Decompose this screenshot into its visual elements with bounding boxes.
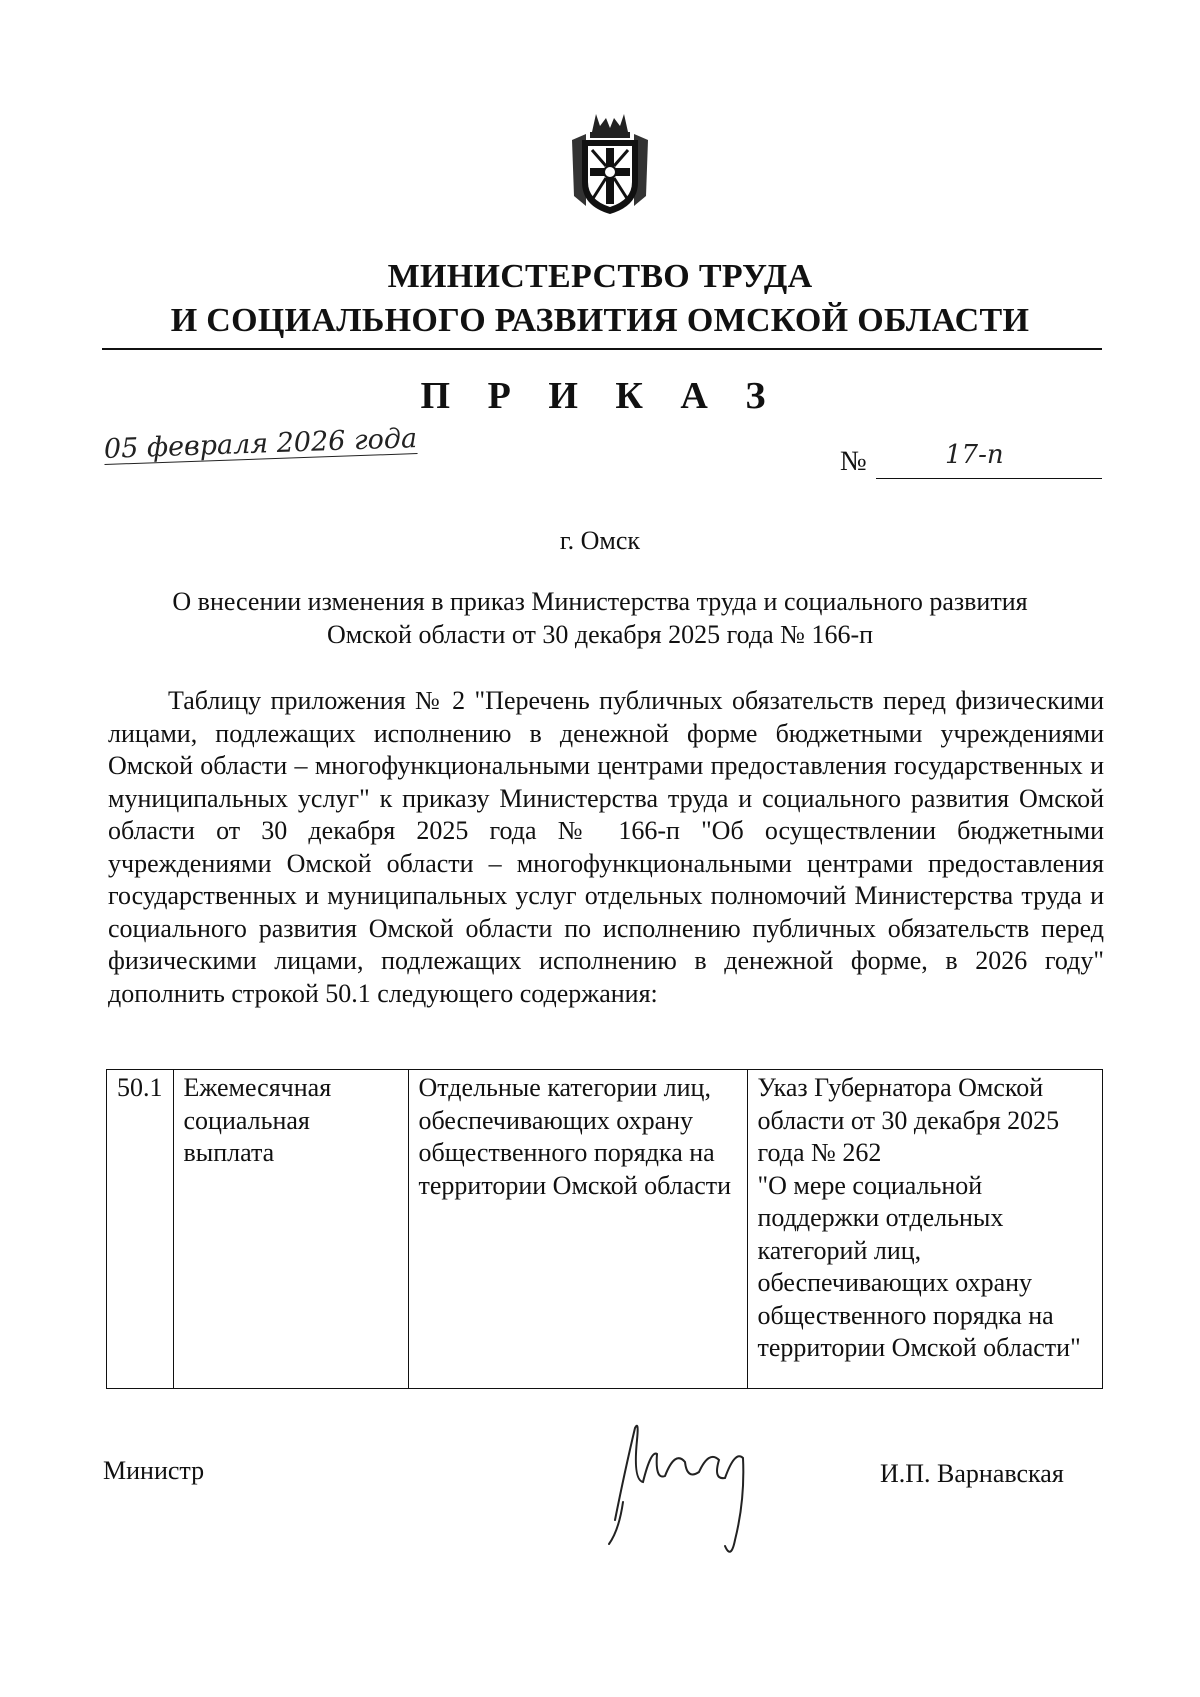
legal-basis-cell — [747, 1070, 1103, 1389]
number-underline — [876, 478, 1102, 479]
handwritten-signature — [595, 1410, 775, 1560]
amendment-table — [106, 1069, 1103, 1389]
row-number-cell: 50.1 — [107, 1070, 174, 1389]
signer-title: Министр — [103, 1456, 205, 1485]
number-label: № — [840, 446, 867, 477]
ministry-name-line2: И СОЦИАЛЬНОГО РАЗВИТИЯ ОМСКОЙ ОБЛАСТИ — [170, 302, 1030, 339]
legal-basis-line2: "О мере социальной поддержки отдельных категорий лиц, обеспечивающих охрану общественного порядка на территории Омской области" — [757, 1170, 1081, 1362]
signer-name: И.П. Варнавская — [880, 1459, 1064, 1488]
ministry-name-line1: МИНИСТЕРСТВО ТРУДА — [387, 258, 813, 295]
city: г. Омск — [559, 526, 641, 555]
subject-line2: Омской области от 30 декабря 2025 года № 166-п — [326, 620, 874, 649]
coat-of-arms-icon — [566, 110, 654, 218]
payment-type-cell: Ежемесячная социальная выплата — [173, 1070, 408, 1389]
body-paragraph: Таблицу приложения № 2 "Перечень публичных обязательств перед физическими лицами, подлежащих исполнению в денежной форме бюджетными учреждениями Омской области – многофункциональными центрами предоставления государственных и муниципальных услуг" к приказу Министерства труда и социального развития Омской области от 30 декабря 2025 года № 166-п "Об осуществлении бюджетными учреждениями Омской области – многофункциональными центрами предоставления государственных и муниципальных услуг отдельных полномочий Министерства труда и социального развития Омской области по исполнению публичных обязательств перед физическими лицами, подлежащих исполнению в денежной форме, в 2026 году" дополнить строкой 50.1 следующего содержания: — [108, 686, 1104, 1008]
document-type-title: П Р И К А З — [420, 375, 780, 417]
header-divider — [102, 348, 1102, 350]
subject-line1: О внесении изменения в приказ Министерства труда и социального развития — [172, 587, 1028, 616]
recipients-cell: Отдельные категории лиц, обеспечивающих охрану общественного порядка на территории Омской области — [408, 1070, 747, 1389]
document-date: 05 февраля 2026 года — [103, 423, 418, 465]
document-subject — [120, 585, 1080, 651]
table-row — [107, 1070, 1103, 1389]
legal-basis-line1: Указ Губернатора Омской области от 30 декабря 2025 года № 262 — [757, 1073, 1060, 1167]
document-number: 17-п — [945, 440, 1004, 470]
